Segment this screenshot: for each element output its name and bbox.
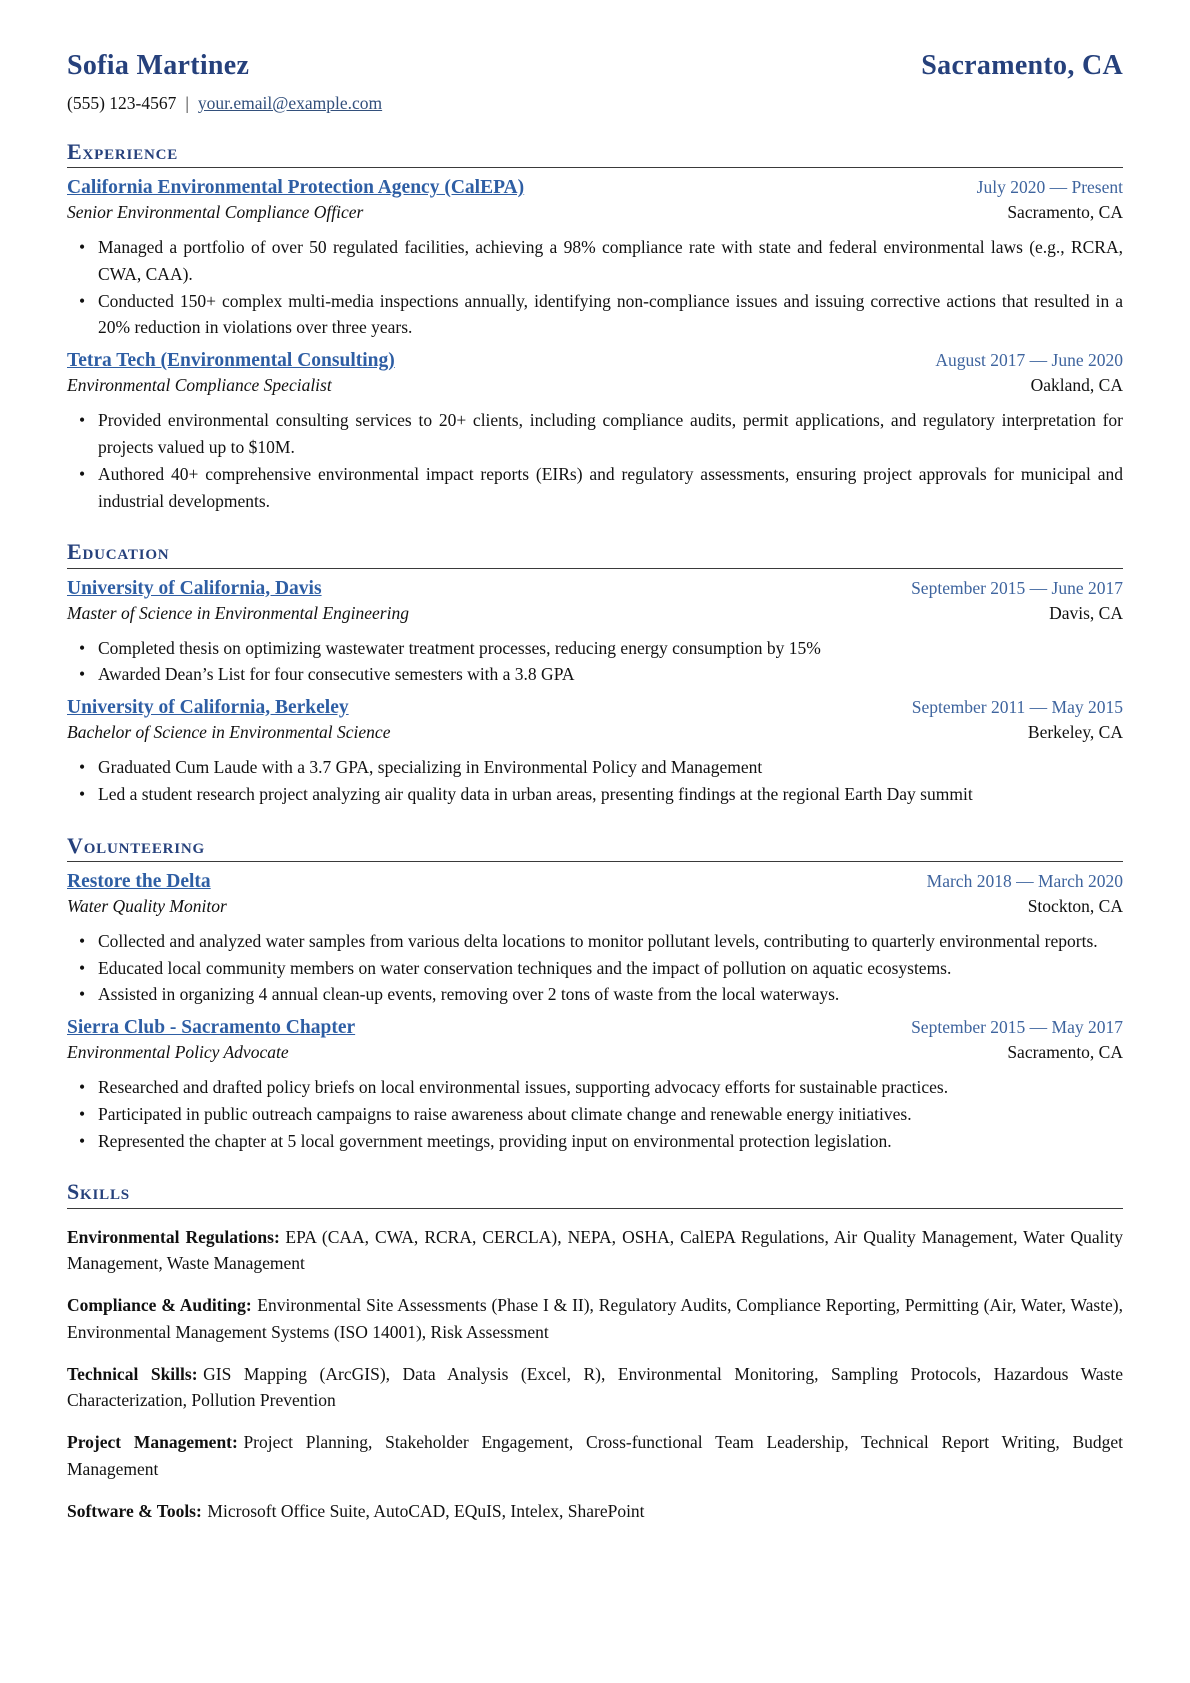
bullet-text: Educated local community members on water conservation techniques and the impact of pollution on aquatic ecosystems. [98,957,952,978]
contact-row [67,93,1123,114]
bullet-list [67,234,1123,341]
school-link[interactable]: University of California, Davis [67,577,322,599]
bullet-item [79,928,1123,955]
bullet-item [79,981,1123,1008]
school-link[interactable]: University of California, Berkeley [67,697,349,719]
bullet-item [79,781,1123,808]
bullet-item [79,461,1123,515]
bullet-text: Conducted 150+ complex multi-media inspections annually, identifying non-compliance issues and issuing corrective actions that resulted in a 20% reduction in violations over three years. [98,290,1123,338]
bullet-item [79,407,1123,461]
volunteer-role: Water Quality Monitor [67,895,227,916]
bullet-item [79,635,1123,662]
bullet-item [79,1101,1123,1128]
bullet-text: Researched and drafted policy briefs on local environmental issues, supporting advocacy efforts for sustainable practices. [98,1077,949,1098]
person-name: Sofia Martinez [67,50,250,81]
education-entry [67,697,1123,808]
skill-category-label: Environmental Regulations: [67,1226,280,1247]
bullet-list [67,635,1123,689]
bullet-text: Participated in public outreach campaigns to raise awareness about climate change and renewable energy initiatives. [98,1103,912,1124]
date-range: July 2020 — Present [976,177,1123,198]
bullet-item [79,1128,1123,1155]
phone-number: (555) 123-4567 [67,93,177,113]
skill-category-items: GIS Mapping (ArcGIS), Data Analysis (Excel, R), Environmental Monitoring, Sampling Protocols, Hazardous Waste Characterization, Pollution Prevention [67,1363,1124,1411]
bullet-text: Awarded Dean’s List for four consecutive semesters with a 3.8 GPA [98,664,575,685]
bullet-icon: • [79,783,86,804]
date-range: March 2018 — March 2020 [926,870,1123,891]
bullet-list [67,928,1123,1008]
bullet-item [79,661,1123,688]
bullet-text: Completed thesis on optimizing wastewater treatment processes, reducing energy consumption by 15% [98,637,821,658]
section-education [67,540,1123,807]
bullet-list [67,754,1123,808]
company-link[interactable]: California Environmental Protection Agency (CalEPA) [67,177,525,199]
bullet-item [79,754,1123,781]
school-location: Davis, CA [1049,602,1123,623]
job-title: Environmental Compliance Specialist [67,375,332,396]
skill-category [67,1498,1123,1525]
bullet-text: Represented the chapter at 5 local government meetings, providing input on environmental protection legislation. [98,1130,892,1151]
bullet-text: Provided environmental consulting services to 20+ clients, including compliance audits, permit applications, and regulatory interpretation for projects valued up to $10M. [98,410,1123,458]
section-title-volunteering: Volunteering [67,834,1123,862]
bullet-list [67,1074,1123,1154]
bullet-item [79,1074,1123,1101]
job-title: Senior Environmental Compliance Officer [67,202,364,223]
company-link[interactable]: Tetra Tech (Environmental Consulting) [67,350,395,372]
org-link[interactable]: Sierra Club - Sacramento Chapter [67,1017,356,1039]
bullet-icon: • [79,237,86,258]
bullet-list [67,407,1123,514]
volunteer-role: Environmental Policy Advocate [67,1042,289,1063]
skill-category-items: Microsoft Office Suite, AutoCAD, EQuIS, Intelex, SharePoint [207,1500,645,1521]
bullet-icon: • [79,410,86,431]
bullet-text: Assisted in organizing 4 annual clean-up events, removing over 2 tons of waste from the local waterways. [98,984,840,1005]
job-location: Sacramento, CA [1007,202,1123,223]
date-range: September 2015 — June 2017 [911,577,1123,598]
bullet-text: Authored 40+ comprehensive environmental impact reports (EIRs) and regulatory assessments, ensuring project approvals for municipal and industrial developments. [98,463,1123,511]
bullet-item [79,955,1123,982]
skill-category [67,1292,1123,1346]
bullet-icon: • [79,1077,86,1098]
date-range: August 2017 — June 2020 [935,350,1123,371]
org-location: Stockton, CA [1027,895,1123,916]
section-volunteering [67,834,1123,1155]
email-link[interactable]: your.email@example.com [197,93,383,113]
header [67,50,1123,82]
bullet-text: Led a student research project analyzing air quality data in urban areas, presenting findings at the regional Earth Day summit [98,783,973,804]
degree-title: Bachelor of Science in Environmental Science [67,722,391,743]
section-experience [67,140,1123,514]
org-link[interactable]: Restore the Delta [67,870,211,892]
section-title-experience: Experience [67,140,1123,168]
bullet-item [79,288,1123,342]
date-range: September 2015 — May 2017 [911,1017,1123,1038]
bullet-icon: • [79,757,86,778]
bullet-text: Managed a portfolio of over 50 regulated facilities, achieving a 98% compliance rate with state and federal environmental laws (e.g., RCRA, CWA, CAA). [98,237,1123,284]
skill-category [67,1429,1123,1483]
bullet-icon: • [79,664,86,685]
header-location: Sacramento, CA [921,50,1123,81]
skill-category-label: Software & Tools: [67,1500,202,1521]
bullet-icon: • [79,1130,86,1151]
bullet-icon: • [79,984,86,1005]
skill-category [67,1361,1123,1415]
bullet-icon: • [79,957,86,978]
bullet-icon: • [79,463,86,484]
volunteering-entry [67,871,1123,1008]
bullet-icon: • [79,637,86,658]
bullet-text: Graduated Cum Laude with a 3.7 GPA, specializing in Environmental Policy and Management [98,757,763,778]
contact-separator: | [185,93,189,113]
skill-category-label: Project Management: [67,1432,238,1453]
experience-entry [67,177,1123,341]
section-title-education: Education [67,540,1123,568]
bullet-item [79,234,1123,288]
bullet-icon: • [79,290,86,311]
skill-category-label: Technical Skills: [67,1363,198,1384]
section-title-skills: Skills [67,1180,1123,1208]
job-location: Oakland, CA [1030,375,1123,396]
skill-category [67,1224,1123,1278]
bullet-icon: • [79,930,86,951]
degree-title: Master of Science in Environmental Engineering [67,602,409,623]
date-range: September 2011 — May 2015 [911,697,1123,718]
section-skills [67,1180,1123,1524]
skill-category-label: Compliance & Auditing: [67,1295,252,1316]
skill-category-items: EPA (CAA, CWA, RCRA, CERCLA), NEPA, OSHA, CalEPA Regulations, Air Quality Management, Water Quality Management, Waste Management [67,1226,1124,1274]
org-location: Sacramento, CA [1007,1042,1123,1063]
bullet-icon: • [79,1103,86,1124]
skill-category-items: Environmental Site Assessments (Phase I & II), Regulatory Audits, Compliance Reporting, Permitting (Air, Water, Waste), Environmental Management Systems (ISO 14001), Risk Assessment [67,1295,1123,1342]
volunteering-entry [67,1017,1123,1154]
education-entry [67,578,1123,689]
experience-entry [67,350,1123,514]
bullet-text: Collected and analyzed water samples from various delta locations to monitor pollutant levels, contributing to quarterly environmental reports. [98,930,1098,951]
skill-category-items: Project Planning, Stakeholder Engagement, Cross-functional Team Leadership, Technical Report Writing, Budget Management [67,1432,1123,1479]
school-location: Berkeley, CA [1027,722,1123,743]
